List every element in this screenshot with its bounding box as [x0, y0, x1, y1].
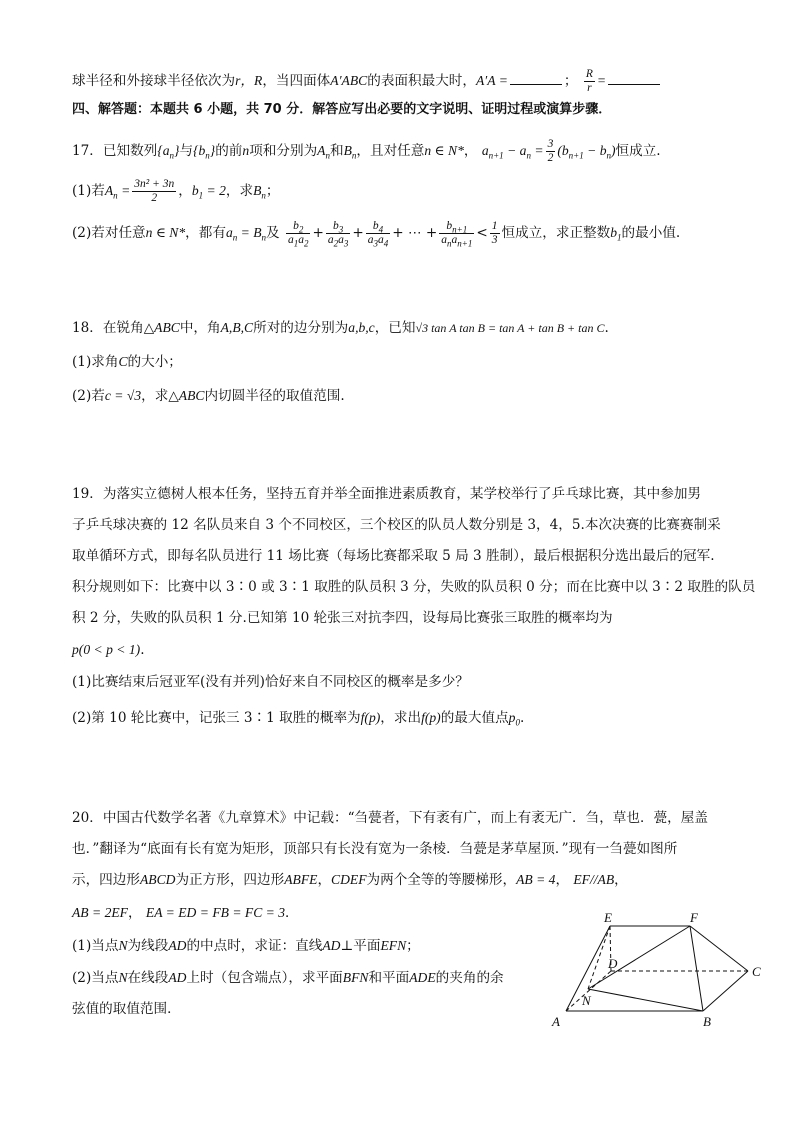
text: 为线段 — [127, 938, 169, 954]
frac-bn1: $\frac{b_{n+1}}{a_na_{n+1}}$ — [441, 220, 473, 249]
label-B: B — [703, 1014, 711, 1029]
text: ， — [178, 183, 192, 199]
recurrence: $a_{n+1} - a_n$ = — [481, 143, 544, 161]
q19-line1: 19．为落实立德树人根本任务，坚持五育并举全面推进素质教育，某学校举行了乒乓球比赛，其中参加男 — [72, 486, 702, 502]
text: 为两个全等的等腰梯形， — [366, 872, 517, 888]
text: 已知数列 — [102, 143, 158, 159]
n-in-N: n ∈ N* — [424, 143, 464, 158]
text: (2)若对任意 — [72, 225, 146, 241]
text: ； — [406, 938, 420, 954]
text: (1)当点 — [72, 938, 119, 954]
AB4: AB = 4 — [516, 872, 556, 887]
A-n: $A_n$ — [317, 143, 330, 161]
frac-1-3: $\frac{1}{3}$ — [491, 220, 498, 246]
equal-edges: EA = ED = FB = FC = 3 — [145, 905, 286, 920]
AD: AD — [322, 938, 341, 953]
AD: AD — [168, 938, 187, 953]
text: 在线段 — [127, 970, 169, 986]
text: 的前 — [215, 143, 243, 159]
q19-line2: 子乒乓球决赛的 12 名队员来自 3 个不同校区，三个校区的队员人数分别是 3，4，5.本次决赛的比赛赛制采 — [72, 517, 721, 533]
text: . — [519, 710, 525, 726]
q18-stem: 18．在锐角△ABC中，角A,B,C所对的边分别为a,b,c，已知√3 tan A tan B = tan A + tan B + tan C. — [72, 320, 609, 336]
eq: = — [596, 73, 607, 88]
frac-b4: $\frac{b_4}{a_3a_4}$ — [367, 220, 389, 249]
q19-line5: 积 2 分，失败的队员积 1 分.已知第 10 轮张三对抗李四，设每局比赛张三取胜的概率均为 — [72, 610, 613, 626]
text: 内切圆半径的取值范围. — [204, 388, 345, 404]
fraction-An: $\frac{\text{3n² + 3n}}{2}$ — [134, 178, 175, 204]
q20-part1 — [72, 936, 420, 956]
text: (1)若 — [72, 183, 105, 199]
text: (1)求角 — [72, 354, 119, 370]
text: ，且对任意 — [356, 143, 425, 159]
q19-part2 — [72, 708, 524, 728]
N: N — [118, 938, 128, 953]
p-range: p(0 < p < 1) — [72, 642, 141, 657]
ADE: ADE — [409, 970, 436, 985]
B-n: $B_n$ — [343, 143, 357, 161]
label-N: N — [582, 993, 591, 1008]
N: N — [118, 970, 128, 985]
AB-2EF: AB = 2EF — [72, 905, 128, 920]
sides: a,b,c — [348, 320, 375, 335]
section-heading: 四、解答题：本题共 6 小题，共 70 分．解答应写出必要的文字说明、证明过程或演算步骤． — [72, 102, 612, 117]
edge-EN-hidden — [588, 926, 610, 989]
text: (2)若 — [72, 388, 105, 404]
edge-BF — [690, 926, 703, 1011]
text: 项和分别为 — [249, 143, 318, 159]
q20-part2-cont: 弦值的取值范围． — [72, 1001, 181, 1017]
text: 的中点时，求证：直线 — [186, 938, 323, 954]
perp: ⊥ — [340, 938, 354, 954]
b1-def: $b_1 = 2$ — [191, 183, 226, 201]
label-E: E — [604, 910, 612, 925]
ABCD: ABCD — [139, 872, 176, 887]
text: 上时（包含端点），求平面 — [186, 970, 343, 986]
text: ，都有 — [185, 225, 226, 241]
fraction-R-over-r: $\frac{R}{r}$ — [585, 68, 593, 94]
math-C: C — [118, 354, 128, 369]
math-n: n — [242, 143, 250, 158]
condition: √3 tan A tan B = tan A + tan B + tan C — [415, 321, 605, 335]
math-rR: r，R — [235, 73, 263, 88]
answer-blank-1 — [510, 72, 562, 85]
q20-part2 — [72, 968, 504, 988]
edge-BC — [703, 971, 748, 1011]
plus: + — [312, 225, 324, 241]
q19-line6: p(0 < p < 1). — [72, 642, 145, 658]
q19-line4: 积分规则如下：比赛中以 3∶0 或 3∶1 取胜的队员积 3 分，失败的队员积 0 分；而在比赛中以 3∶2 取胜的队员 — [72, 579, 756, 595]
q-number: 17． — [72, 143, 103, 159]
q20-line4: AB = 2EF， EA = ED = FB = FC = 3． — [72, 905, 299, 921]
text: 的夹角的余 — [435, 970, 504, 986]
q20-line3: 示，四边形ABCD为正方形，四边形ABFE，CDEF为两个全等的等腰梯形，AB = 4， EF//AB， — [72, 872, 628, 888]
ellipsis: + ⋯ + — [392, 225, 438, 241]
q-number: 18． — [72, 320, 103, 336]
fraction-3-2: $\frac{3}{2}$ — [547, 138, 554, 164]
text: ，已知 — [374, 320, 416, 336]
CDEF: CDEF — [331, 872, 367, 887]
text: 为正方形，四边形 — [175, 872, 285, 888]
text: (2)当点 — [72, 970, 119, 986]
BFN: BFN — [342, 970, 369, 985]
triangle-ABC: △ABC — [143, 320, 180, 335]
text: 的最大值点 — [440, 710, 509, 726]
math-AA: A′A = — [475, 73, 508, 88]
text: 的大小； — [127, 354, 182, 370]
q19-line3: 取单循环方式，即每名队员进行 11 场比赛（每场比赛都采取 5 局 3 胜制），最后根据积分选出最后的冠军. — [72, 548, 715, 564]
chumeng-figure — [548, 908, 770, 1033]
text: ，当四面体 — [262, 73, 331, 89]
q20-line1: 20．中国古代数学名著《九章算术》中记载：“刍甍者，下有袤有广，而上有袤无广．刍，草也．甍，屋盖 — [72, 810, 708, 826]
p0: $p_0$ — [508, 710, 520, 728]
text: (2)第 10 轮比赛中，记张三 3∶1 取胜的概率为 — [72, 710, 361, 726]
text: 平面 — [353, 938, 381, 954]
text: 及 — [266, 225, 280, 241]
n-in-N: n ∈ N* — [145, 225, 186, 240]
edge-FN — [588, 926, 690, 989]
q17-part1 — [72, 178, 280, 205]
text: 和 — [329, 143, 344, 159]
text: 和平面 — [368, 970, 410, 986]
lt: < — [476, 225, 488, 241]
Bn: $B_n$ — [253, 183, 266, 201]
text: ； — [265, 183, 280, 199]
frac-b2: $\frac{b_2}{a_1a_2}$ — [287, 220, 309, 249]
label-D: D — [608, 956, 618, 971]
an-eq-Bn: $a_n = B_n$ — [225, 225, 267, 243]
EF-parallel-AB: EF//AB — [573, 872, 615, 887]
edge-CF — [690, 926, 748, 971]
text: 示，四边形 — [72, 872, 140, 888]
angles: A,B,C — [220, 320, 254, 335]
f-p: f(p) — [421, 710, 441, 725]
q19-part1: (1)比赛结束后冠亚军(没有并列)恰好来自不同校区的概率是多少？ — [72, 674, 469, 690]
ABFE: ABFE — [284, 872, 318, 887]
text: 的表面积最大时， — [367, 73, 476, 89]
text: 在锐角 — [102, 320, 144, 336]
q17-stem: 17．已知数列$\{a_n\}$与$\{b_n\}$的前n项和分别为$A_n$和$B_n$，且对任意n ∈ N*， $a_{n+1} - a_n$ = $\frac{3}{2}$ $(b_{n+1} - b_n)$恒成立. — [72, 138, 661, 164]
q17-part2 — [72, 220, 680, 247]
text: ，求 — [225, 183, 254, 199]
text: 的最小值. — [621, 225, 681, 241]
math-tetrahedron: A′ABC — [330, 73, 368, 88]
triangle-ABC: △ABC — [168, 388, 205, 403]
text: ， — [317, 872, 332, 888]
c-value: c = √3 — [104, 388, 142, 403]
seq-a: $\{a_n\}$ — [157, 143, 180, 161]
seq-b: $\{b_n\}$ — [193, 143, 216, 161]
label-C: C — [752, 964, 761, 979]
frac-b3: $\frac{b_3}{a_2a_3}$ — [327, 220, 349, 249]
answer-blank-2 — [608, 72, 660, 85]
text: 恒成立. — [615, 143, 661, 159]
b1: $b_1$ — [610, 225, 622, 243]
text: ，求出 — [380, 710, 422, 726]
plus: + — [352, 225, 364, 241]
text: 与 — [179, 143, 194, 159]
q20-line2: 也．”翻译为“底面有长有宽为矩形，顶部只有长没有宽为一条棱．刍甍是茅草屋顶．”现有一刍甍如图所 — [72, 841, 678, 857]
text: ，求 — [141, 388, 169, 404]
prev-question-fragment — [72, 68, 662, 95]
f-p: f(p) — [360, 710, 381, 725]
AD: AD — [168, 970, 187, 985]
text: 恒成立，求正整数 — [501, 225, 611, 241]
q18-part1 — [72, 352, 182, 372]
recurrence-rhs: $(b_{n+1} - b_n)$ — [557, 143, 616, 161]
label-A: A — [552, 1014, 560, 1029]
text: 所对的边分别为 — [253, 320, 349, 336]
EFN: EFN — [380, 938, 407, 953]
edge-NB — [588, 989, 703, 1011]
text: 中，角 — [179, 320, 221, 336]
text: 球半径和外接球半径依次为 — [72, 73, 236, 89]
An-def: $A_n$ = — [104, 183, 131, 201]
text: ； — [563, 73, 578, 89]
q18-part2 — [72, 386, 345, 406]
label-F: F — [690, 910, 698, 925]
